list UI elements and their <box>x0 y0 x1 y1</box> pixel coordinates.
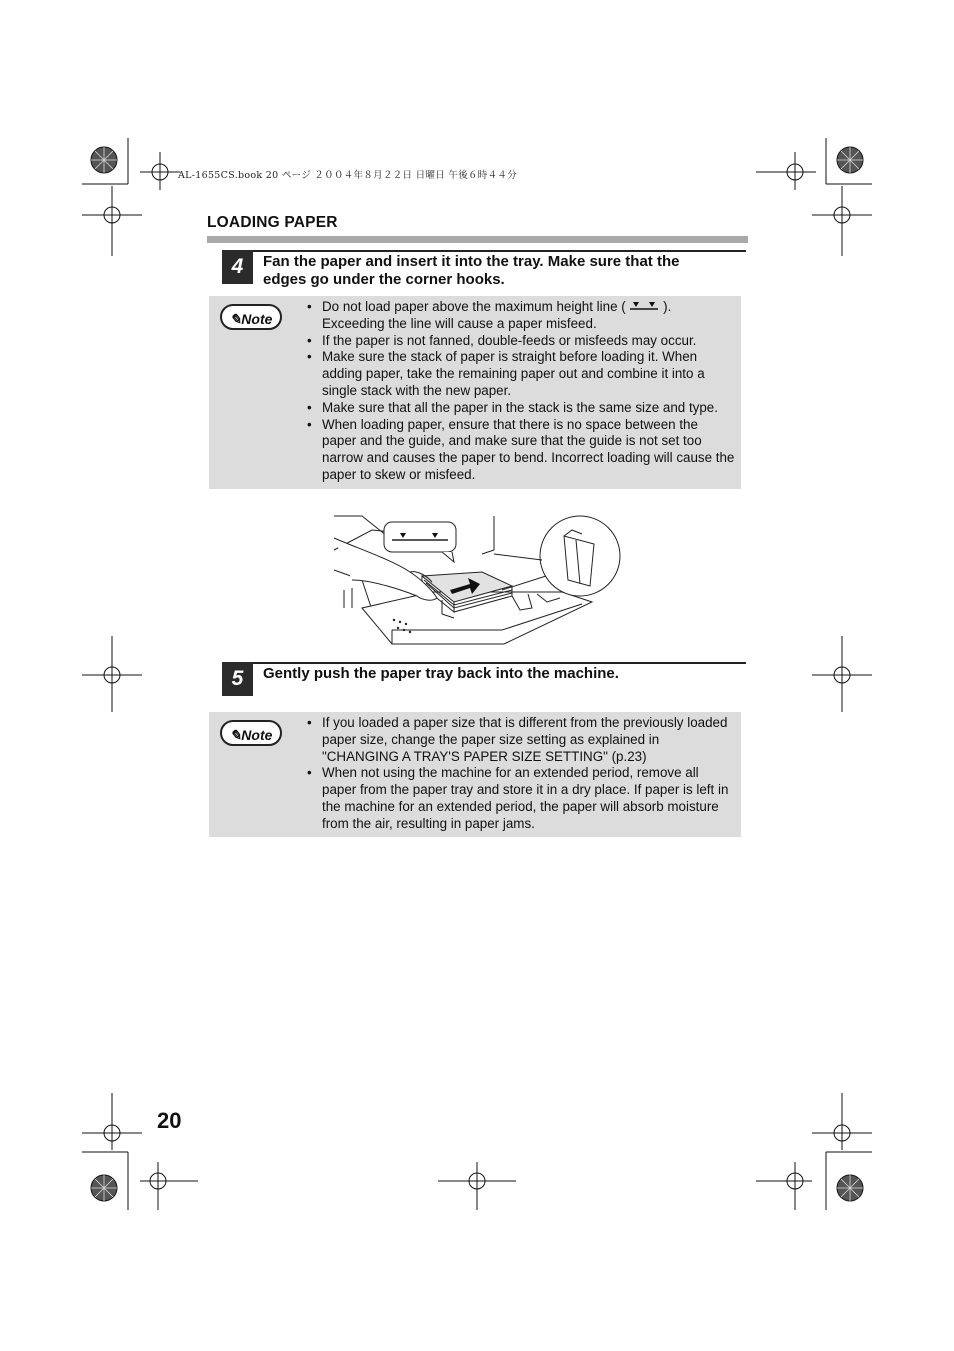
list-item: • Do not load paper above the maximum height line ( ). Exceeding the line will cause a paper misfeed. <box>307 299 739 333</box>
registration-mark-icon <box>82 1093 142 1150</box>
section-title: LOADING PAPER <box>207 214 338 231</box>
note-1-list <box>307 299 739 484</box>
note-2-list <box>307 715 739 833</box>
list-item: • If the paper is not fanned, double-feeds or misfeeds may occur. <box>307 333 739 350</box>
note-box-1 <box>209 296 741 489</box>
list-item: • If you loaded a paper size that is different from the previously loaded paper size, change the paper size setting as explained in "CHANGING A TRAY'S PAPER SIZE SETTING" (p.23) <box>307 715 739 765</box>
step-4-line-2: edges go under the corner hooks. <box>263 271 505 288</box>
pencil-icon: ✎ <box>229 727 242 743</box>
registration-mark-icon <box>140 152 180 190</box>
registration-mark-icon <box>812 186 872 256</box>
max-height-line-icon <box>629 299 659 316</box>
section-title-rule <box>207 236 748 243</box>
registration-mark-icon <box>82 636 142 712</box>
step-4-rule <box>253 250 746 252</box>
print-header: AL-1655CS.book 20 ページ ２００４年８月２２日 日曜日 午後６時４４分 <box>178 170 517 181</box>
registration-mark-icon <box>140 1162 198 1210</box>
step-4-line-1: Fan the paper and insert it into the tray. Make sure that the <box>263 253 680 270</box>
paper-tray-illustration <box>332 510 624 646</box>
page-number: 20 <box>157 1108 182 1133</box>
list-item: • Make sure the stack of paper is straight before loading it. When adding paper, take the remaining paper out and combine it into a single stack with the new paper. <box>307 349 739 399</box>
step-number-4: 4 <box>222 250 253 284</box>
step-5-instruction: Gently push the paper tray back into the machine. <box>263 665 619 682</box>
registration-mark-icon <box>756 1162 812 1210</box>
registration-mark-icon <box>756 152 816 190</box>
list-item: • When loading paper, ensure that there is no space between the paper and the guide, and make sure that the guide is not set too narrow and causes the paper to bend. Incorrect loading will cause the paper to skew or misfeed. <box>307 417 739 484</box>
note-badge: ✎Note <box>220 304 282 330</box>
pencil-icon: ✎ <box>229 311 242 327</box>
list-item: • When not using the machine for an extended period, remove all paper from the paper tray and store it in a dry place. If paper is left in the machine for an extended period, the paper will absorb moisture from the air, resulting in paper jams. <box>307 765 739 832</box>
star-target-icon <box>91 1175 117 1201</box>
star-target-icon <box>837 1175 863 1201</box>
list-item: • Make sure that all the paper in the stack is the same size and type. <box>307 400 739 417</box>
star-target-icon <box>91 147 117 173</box>
registration-mark-icon <box>82 186 142 256</box>
registration-mark-icon <box>812 636 872 712</box>
step-number-5: 5 <box>222 662 253 696</box>
note-box-2 <box>209 712 741 837</box>
registration-mark-icon <box>812 1093 872 1150</box>
step-5-rule <box>253 662 746 664</box>
step-4-instruction <box>263 253 679 289</box>
registration-mark-icon <box>438 1162 516 1210</box>
note-badge: ✎Note <box>220 720 282 746</box>
star-target-icon <box>837 147 863 173</box>
